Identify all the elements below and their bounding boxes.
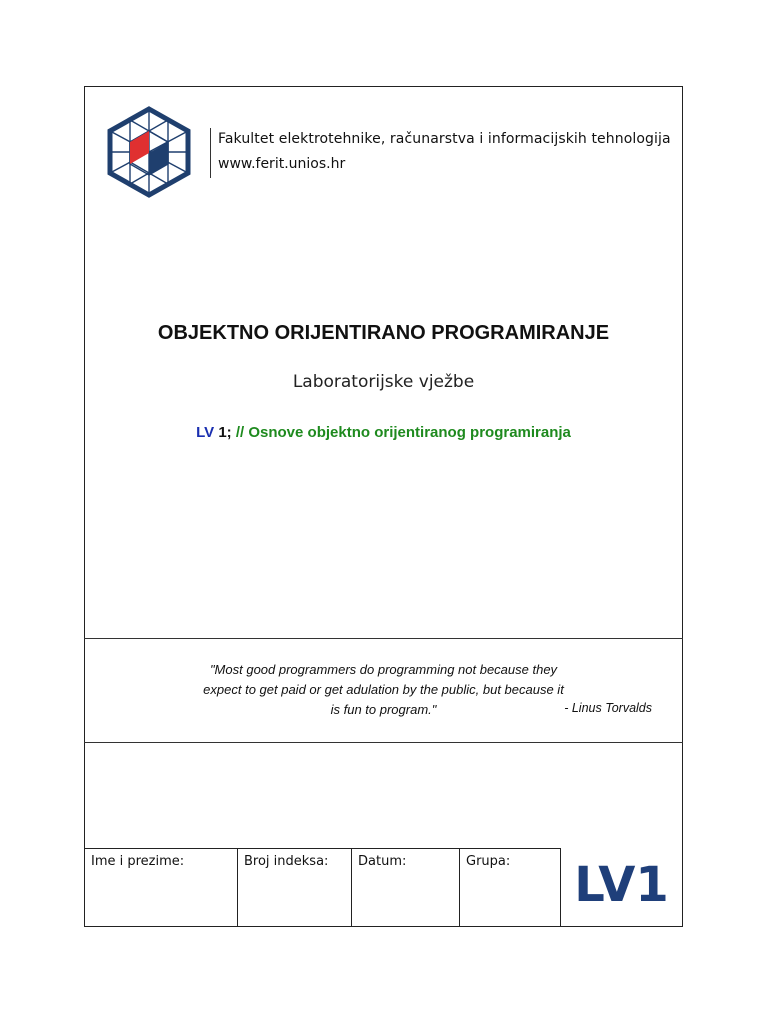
header-divider (210, 128, 211, 178)
lab-badge: LV1 (574, 857, 669, 913)
faculty-name: Fakultet elektrotehnike, računarstva i informacijskih tehnologija (218, 131, 671, 147)
subtitle: Laboratorijske vježbe (292, 372, 475, 392)
index-field[interactable] (238, 849, 352, 927)
student-info-table (84, 848, 561, 927)
group-field[interactable] (460, 849, 561, 927)
name-label: Ime i prezime: (91, 854, 185, 869)
divider-top (84, 638, 683, 639)
faculty-website[interactable]: www.ferit.unios.hr (218, 156, 346, 172)
course-title: OBJEKTNO ORIJENTIRANO PROGRAMIRANJE (157, 322, 610, 344)
date-label: Datum: (358, 854, 407, 869)
name-field[interactable] (85, 849, 238, 927)
date-field[interactable] (352, 849, 460, 927)
quote-text: "Most good programmers do programming not because they expect to get paid or get adulation by the public, but because it is fun to program." (203, 662, 564, 717)
ferit-logo-icon (104, 106, 194, 198)
divider-bottom (84, 742, 683, 743)
quote-author: - Linus Torvalds (564, 701, 652, 715)
quote-block (84, 660, 683, 720)
lab-number: 1; (218, 424, 232, 441)
index-label: Broj indeksa: (244, 854, 329, 869)
lab-topic: // Osnove objektno orijentiranog programiranja (235, 424, 571, 441)
group-label: Grupa: (466, 854, 511, 869)
page-frame (84, 86, 683, 927)
lab-keyword: LV (196, 424, 215, 441)
lab-heading (84, 424, 683, 441)
